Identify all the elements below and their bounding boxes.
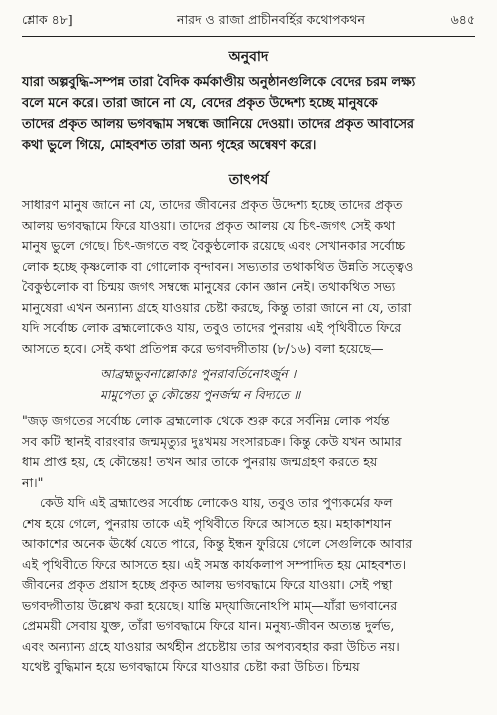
purport-line: জীবনের প্রকৃত প্রয়াস হচ্ছে প্রকৃত আলয় ভগবদ্ধামে ফিরে যাওয়া। সেই পন্থা: [22, 577, 393, 592]
purport-line: বৈকুণ্ঠলোক বা চিন্ময় জগৎ সম্বন্ধে মানুষের কোন জ্ঞান নেই। তথাকথিত সভ্য: [22, 279, 396, 294]
translation-line: তাদের প্রকৃত আলয় ভগবদ্ধাম সম্বন্ধে জানিয়ে দেওয়া। তাদের প্রকৃত আবাসের: [22, 117, 414, 132]
verse-translation-quote: [22, 411, 475, 493]
verse-line: মামুপেত্য তু কৌন্তেয় পুনর্জন্ম ন বিদ্যতে ॥: [100, 387, 301, 402]
sanskrit-verse: [22, 363, 475, 405]
quote-line: ধাম প্রাপ্ত হয়, হে কৌন্তেয়! তখন আর তাকে পুনরায় জন্মগ্রহণ করতে হয়: [22, 454, 378, 469]
purport-line: সাধারণ মানুষ জানে না যে, তাদের জীবনের প্রকৃত উদ্দেশ্য হচ্ছে তাদের প্রকৃত: [22, 197, 403, 212]
purport-line: আলয় ভগবদ্ধামে ফিরে যাওয়া। তাদের প্রকৃত আলয় যে চিৎ-জগৎ সেই কথা: [22, 217, 396, 233]
purport-line: কেউ যদি এই ব্রহ্মাণ্ডের সর্বোচ্চ লোকেও যায়, তবুও তার পুণ্যকর্মের ফল: [40, 495, 393, 510]
purport-line: শেষ হয়ে গেলে, পুনরায় তাকে এই পৃথিবীতে ফিরে আসতে হয়। মহাকাশযান: [22, 515, 392, 531]
quote-line: সব কটি স্থানই বারংবার জন্মমৃত্যুর দুঃখময় সংসারচক্র। কিন্তু কেউ যখন আমার: [22, 433, 402, 449]
running-header: [22, 0, 475, 37]
quote-line: "জড় জগতের সর্বোচ্চ লোক ব্রহ্মলোক থেকে শুরু করে সর্বনিম্ন লোক পর্যন্ত: [22, 413, 390, 428]
chapter-title: নারদ ও রাজা প্রাচীনবর্হির কথোপকথন: [177, 12, 365, 27]
purport-line: এই পৃথিবীতে ফিরে আসতে হয়। এই সমস্ত কার্যকলাপ সম্পাদিত হয় মোহবশত।: [22, 556, 407, 572]
purport-line: লোক হচ্ছে কৃষ্ণলোক বা গোলোক বৃন্দাবন। সভ্যতার তথাকথিত উন্নতি সত্ত্বেও: [22, 258, 414, 274]
purport-line: আসতে হবে। সেই কথা প্রতিপন্ন করে ভগবদ্গীতায় (৮/১৬) বলা হয়েছে—: [22, 340, 384, 356]
verse-reference: শ্লোক ৪৮]: [22, 12, 73, 27]
translation-heading: অনুবাদ: [228, 49, 269, 65]
purport-line: এবং অন্যান্য গ্রহে যাওয়ার অর্থহীন প্রচেষ্টায় তার অপব্যবহার করা উচিত নয়।: [22, 638, 400, 654]
translation-line: বলে মনে করে। তারা জানে না যে, বেদের প্রকৃত উদ্দেশ্য হচ্ছে মানুষকে: [22, 96, 378, 111]
translation-line: কথা ভুলে গিয়ে, মোহবশত তারা অন্য গৃহের অন্বেষণ করে।: [22, 138, 317, 153]
purport-line: মানুষ ভুলে গেছে। চিৎ-জগতে বহু বৈকুণ্ঠলোক রয়েছে এবং সেখানকার সর্বোচ্চ: [22, 238, 406, 253]
purport-line: প্রেমময়ী সেবায় যুক্ত, তাঁরা ভগবদ্ধামে ফিরে যান। মনুষ্য-জীবন অত্যন্ত দুর্লভ,: [22, 618, 395, 633]
purport-line: যথেষ্ট বুদ্ধিমান হয়ে ভগবদ্ধামে ফিরে যাওয়ার চেষ্টা করা উচিত। চিন্ময়: [22, 659, 360, 674]
quote-line: না।": [22, 474, 44, 490]
purport-line: মানুষেরা এখন অন্যান্য গ্রহে যাওয়ার চেষ্টা করছে, কিন্তু তারা জানে না যে, তারা: [22, 299, 412, 315]
page-number: ৬৪৫: [450, 12, 475, 27]
purport-text: [22, 195, 475, 678]
purport-heading: তাৎপর্য: [228, 172, 269, 188]
translation-text: [22, 72, 475, 156]
purport-line: যদি সর্বোচ্চ লোক ব্রহ্মলোকেও যায়, তবুও তাদের পুনরায় এই পৃথিবীতে ফিরে: [22, 320, 402, 335]
translation-line: যারা অল্পবুদ্ধি-সম্পন্ন তারা বৈদিক কর্মকাণ্ডীয় অনুষ্ঠানগুলিকে বেদের চরম লক্ষ্য: [22, 75, 416, 90]
verse-line: আব্রহ্মভুবনাল্লোকাঃ পুনরাবর্তিনোঽর্জুন ।: [100, 366, 297, 381]
purport-line: আকাশের অনেক ঊর্ধ্বে যেতে পারে, কিন্তু ইন্ধন ফুরিয়ে গেলে সেগুলিকে আবার: [22, 536, 413, 551]
purport-line: ভগবদ্গীতায় উল্লেখ করা হয়েছে। যান্তি মদ্‌যাজিনোঽপি মাম্—যাঁরা ভগবানের: [22, 597, 398, 613]
